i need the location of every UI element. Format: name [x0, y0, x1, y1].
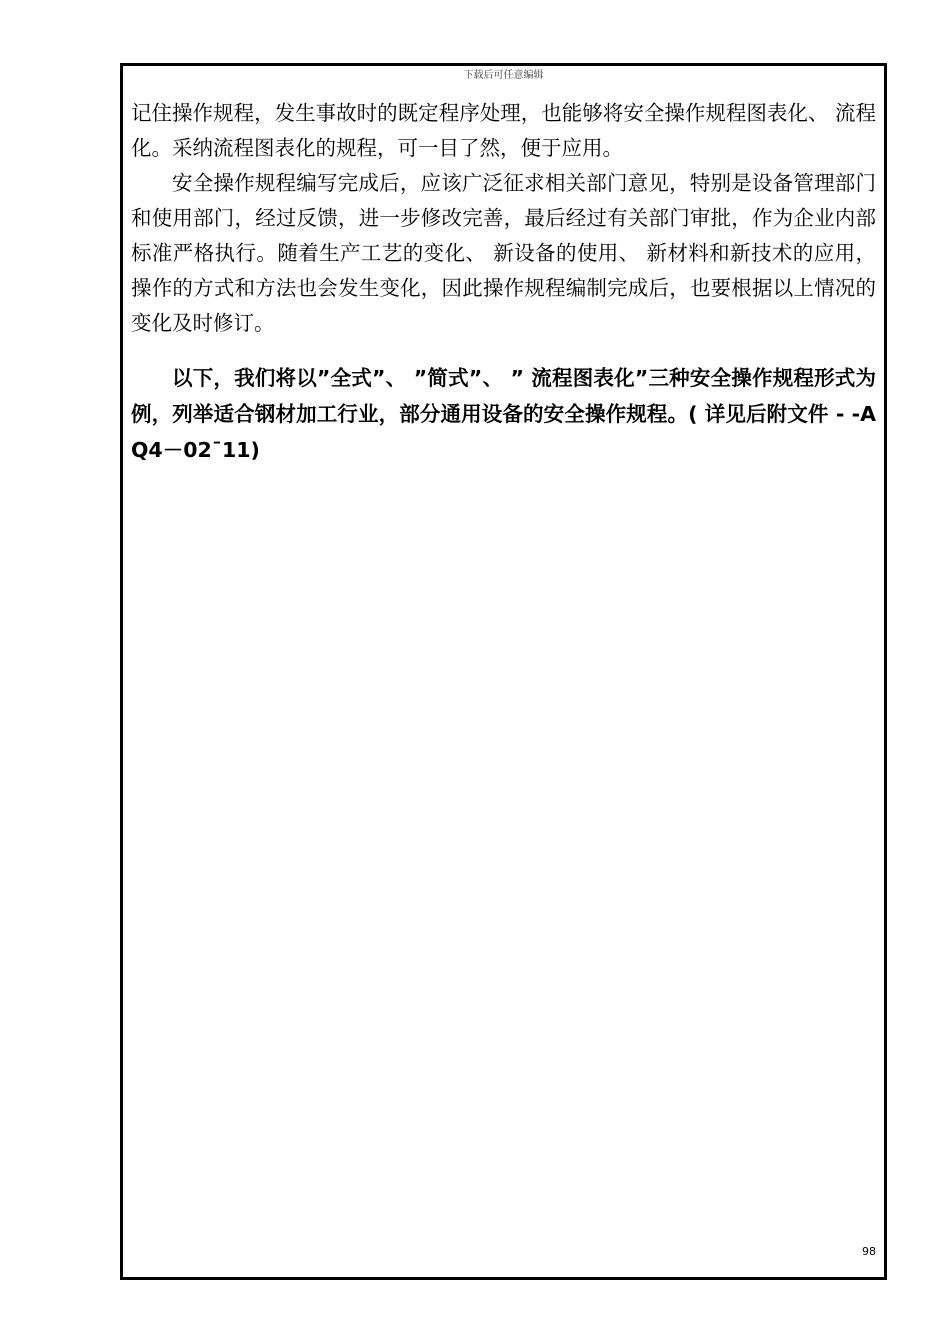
page-frame: [120, 63, 887, 1280]
page-number: 98: [862, 1245, 876, 1258]
paragraph-review: 安全操作规程编写完成后，应该广泛征求相关部门意见，特别是设备管理部门和使用部门，经过反馈，进一步修改完善，最后经过有关部门审批，作为企业内部标准严格执行。随着生产工艺的变化、 新设备的使用、 新材料和新技术的应用，操作的方式和方法也会发生变化，因此操作规程编制完成后，也要根据以上情况的变化及时修订。: [131, 171, 876, 335]
paragraph-continuation: 记住操作规程，发生事故时的既定程序处理，也能够将安全操作规程图表化、 流程化。采纳流程图表化的规程，可一目了然，便于应用。: [131, 101, 876, 160]
header-note: 下载后可任意编辑: [463, 70, 544, 81]
paragraph-examples: 以下，我们将以”全式”、 ”简式”、 ” 流程图表化”三种安全操作规程形式为例，列举适合钢材加工行业，部分通用设备的安全操作规程。( 详见后附文件 - -AQ4－02¯11): [131, 366, 876, 462]
document-body: [131, 96, 876, 468]
